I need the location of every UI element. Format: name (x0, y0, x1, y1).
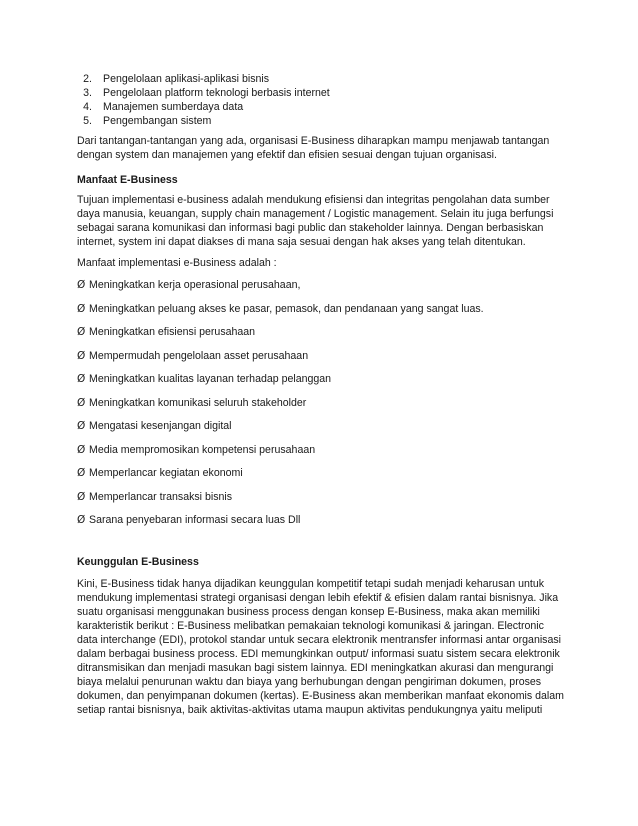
paragraph-tujuan: Tujuan implementasi e-business adalah mendukung efisiensi dan integritas pengolahan data sumber daya manusia, keuangan, supply chain management / Logistic management. Selain itu juga berfungsi sebagai sarana komunikasi dan informasi bagi public dan stakeholder lainnya. Dengan berbasiskan internet, system ini dapat diakses di mana saja sesuai dengan hak akses yang telah ditentukan. (77, 194, 554, 248)
bullet-arrow-icon: Ø (77, 279, 86, 291)
paragraph-keunggulan: Kini, E-Business tidak hanya dijadikan keunggulan kompetitif tetapi sudah menjadi keharusan untuk mendukung implementasi strategi organisasi dengan lebih efektif & efisien dalam rantai bisnisnya. Jika suatu organisasi menggunakan business process dengan konsep E-Business, maka akan memiliki karakteristik berikut : E-Business melibatkan pemakaian teknologi komunikasi & jaringan. Electronic data interchange (EDI), protokol standar untuk secara elektronik mentransfer informasi antar organisasi dalam berbagai business process. EDI memungkinkan output/ informasi suatu sistem secara elektronik ditransmisikan dan menjadi masukan bagi sistem lainnya. EDI meningkatkan akurasi dan mengurangi biaya melalui penurunan waktu dan biaya yang berhubungan dengan pengiriman dokumen, proses dokumen, dan penyimpanan dokumen (kertas). E-Business akan memberikan manfaat ekonomis dalam setiap rantai bisnisnya, baik aktivitas-aktivitas utama maupun aktivitas pendukungnya yaitu meliputi (77, 578, 564, 716)
bullet-arrow-icon: Ø (77, 420, 86, 432)
bullet-arrow-icon: Ø (77, 349, 86, 362)
bullet-arrow-icon: Ø (77, 490, 86, 503)
list-item: Ø Meningkatkan komunikasi seluruh stakeholder (77, 396, 307, 409)
heading-keunggulan: Keunggulan E-Business (77, 556, 199, 568)
paragraph-challenges: Dari tantangan-tantangan yang ada, organisasi E-Business diharapkan mampu menjawab tantangan dengan system dan manajemen yang efektif dan efisien sesuai dengan tujuan organisasi. (77, 135, 550, 161)
list-item: Ø Memperlancar transaksi bisnis (77, 490, 233, 503)
list-item: 3. Pengelolaan platform teknologi berbasis internet (83, 87, 330, 99)
list-item: 2. Pengelolaan aplikasi-aplikasi bisnis (83, 73, 270, 85)
bullet-arrow-icon: Ø (77, 373, 86, 385)
list-item: Ø Media mempromosikan kompetensi perusahaan (77, 443, 316, 456)
bullet-arrow-icon: Ø (77, 467, 86, 479)
bullet-arrow-icon: Ø (77, 302, 86, 315)
list-item: 4. Manajemen sumberdaya data (83, 101, 244, 113)
list-item: Ø Meningkatkan kerja operasional perusahaan, (77, 279, 301, 291)
list-item: Ø Meningkatkan kualitas layanan terhadap pelanggan (77, 373, 332, 385)
bullet-arrow-icon: Ø (77, 514, 86, 526)
list-item: Ø Mempermudah pengelolaan asset perusahaan (77, 349, 309, 362)
list-item: Ø Mengatasi kesenjangan digital (77, 420, 232, 432)
list-item: 5. Pengembangan sistem (83, 115, 212, 127)
bullet-list (77, 278, 567, 527)
bullet-arrow-icon: Ø (77, 443, 86, 456)
list-item: Ø Meningkatkan peluang akses ke pasar, pemasok, dan pendanaan yang sangat luas. (77, 302, 484, 315)
list-item: Ø Meningkatkan efisiensi perusahaan (77, 326, 256, 338)
list-item: Ø Sarana penyebaran informasi secara luas Dll (77, 514, 301, 526)
list-item: Ø Memperlancar kegiatan ekonomi (77, 467, 243, 479)
bullet-arrow-icon: Ø (77, 396, 86, 409)
bullet-arrow-icon: Ø (77, 326, 86, 338)
paragraph-manfaat-intro: Manfaat implementasi e-Business adalah : (77, 257, 277, 269)
document-body (77, 72, 567, 717)
heading-manfaat: Manfaat E-Business (77, 174, 178, 186)
numbered-list (77, 72, 567, 128)
